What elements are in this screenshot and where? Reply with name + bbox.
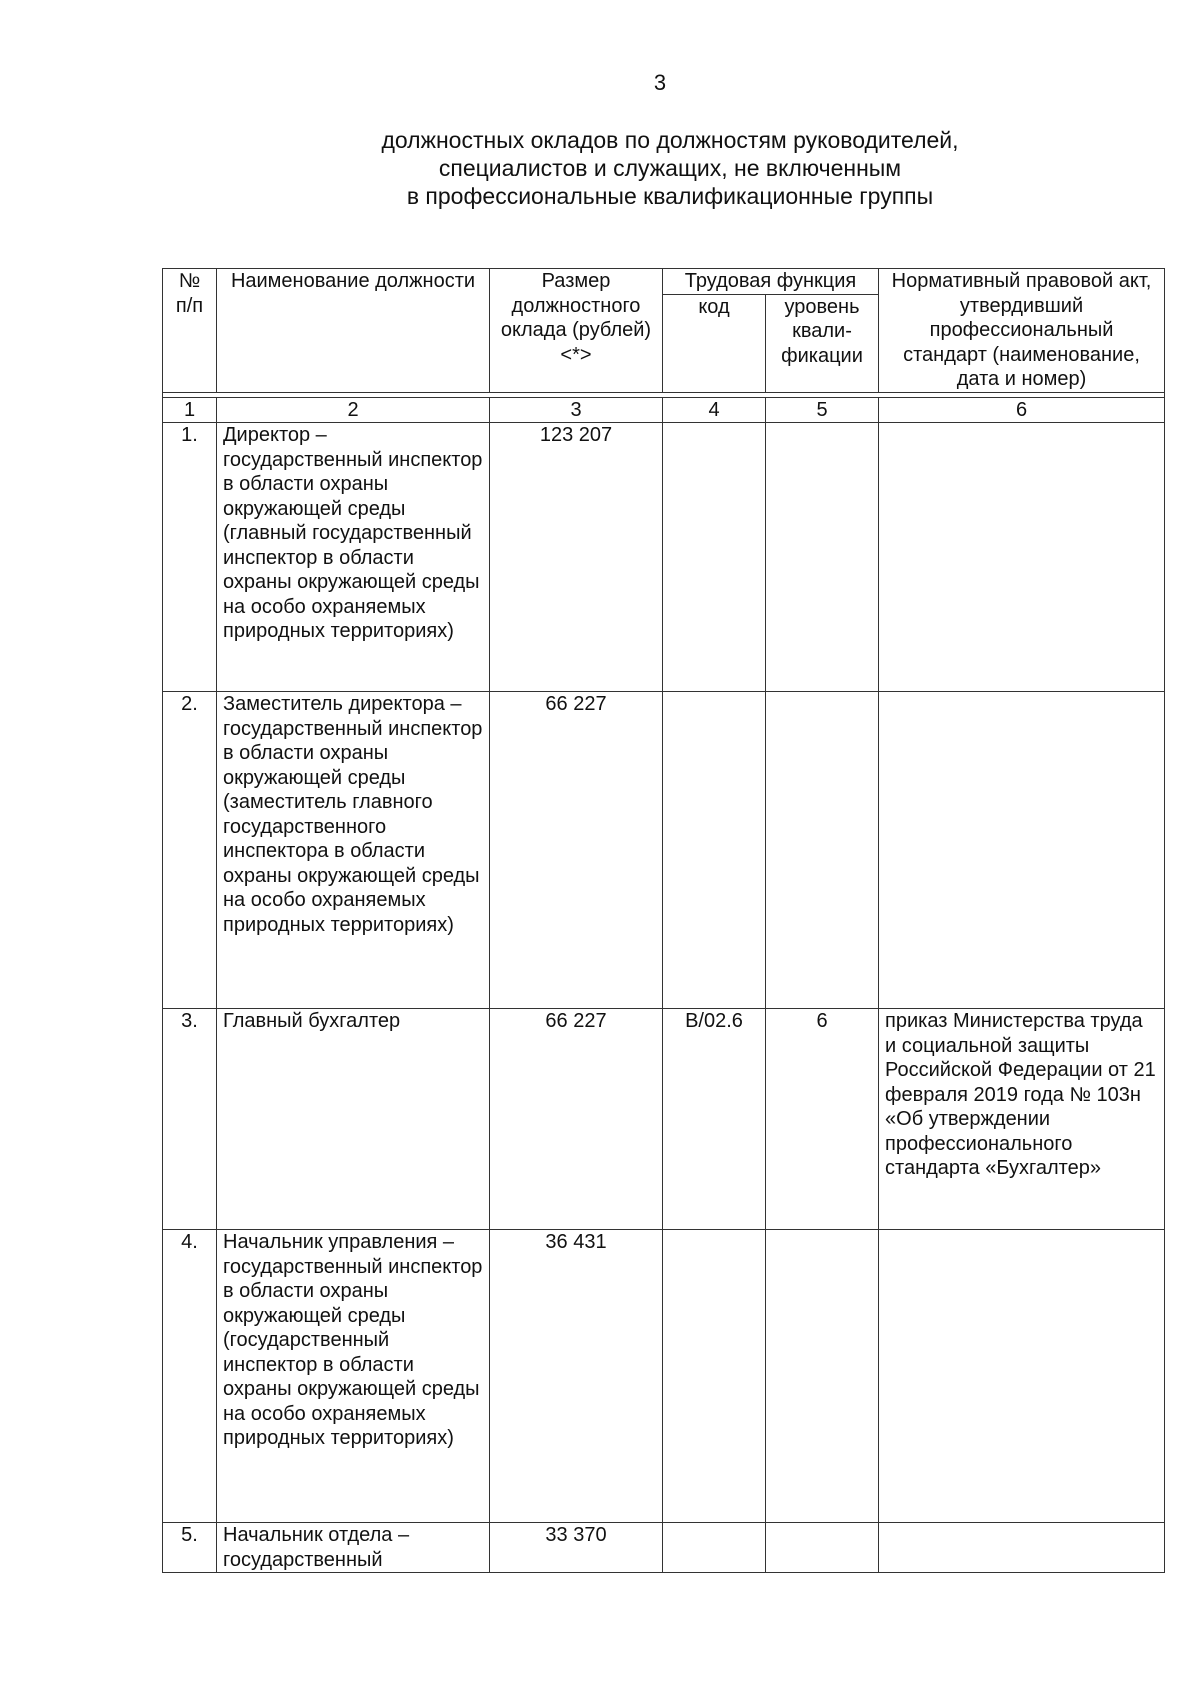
position-name: Начальник управления – государственный инспектор в области охраны окружающей среды (государственный инспектор в области охраны окружающей среды на особо охраняемых природных территориях)	[217, 1230, 490, 1523]
column-number: 6	[879, 397, 1165, 423]
function-code	[663, 1230, 766, 1523]
legal-act	[879, 1523, 1165, 1573]
title-line-2: специалистов и служащих, не включенным	[438, 155, 902, 181]
salary-amount: 123 207	[490, 423, 663, 692]
table-row	[163, 1523, 1165, 1573]
row-number: 3.	[163, 1009, 217, 1230]
title-line-3: в профессиональные квалификационные группы	[406, 183, 934, 209]
qualification-level	[766, 692, 879, 1009]
header-function: Трудовая функция	[663, 269, 879, 295]
salary-amount: 66 227	[490, 692, 663, 1009]
function-code	[663, 423, 766, 692]
function-code	[663, 692, 766, 1009]
header-code: код	[663, 294, 766, 392]
row-number: 2.	[163, 692, 217, 1009]
column-number-row	[163, 397, 1165, 423]
table-row	[163, 692, 1165, 1009]
salary-table	[162, 268, 1165, 1573]
header-row	[163, 269, 1165, 295]
header-num: № п/п	[163, 269, 217, 393]
page-number: 3	[653, 70, 667, 95]
salary-amount: 36 431	[490, 1230, 663, 1523]
position-name: Директор – государственный инспектор в области охраны окружающей среды (главный государственный инспектор в области охраны окружающей среды на особо охраняемых природных территориях)	[217, 423, 490, 692]
qualification-level	[766, 423, 879, 692]
function-code: B/02.6	[663, 1009, 766, 1230]
legal-act: приказ Министерства труда и социальной защиты Российской Федерации от 21 февраля 2019 года № 103н «Об утверждении профессионального стандарта «Бухгалтер»	[879, 1009, 1165, 1230]
salary-amount: 66 227	[490, 1009, 663, 1230]
column-number: 3	[490, 397, 663, 423]
header-name: Наименование должности	[217, 269, 490, 393]
column-number: 5	[766, 397, 879, 423]
qualification-level	[766, 1230, 879, 1523]
row-number: 4.	[163, 1230, 217, 1523]
header-level: уровень квали- фикации	[766, 294, 879, 392]
header-act: Нормативный правовой акт, утвердивший профессиональный стандарт (наименование, дата и номер)	[879, 269, 1165, 393]
legal-act	[879, 1230, 1165, 1523]
function-code	[663, 1523, 766, 1573]
header-salary: Размер должностного оклада (рублей) <*>	[490, 269, 663, 393]
column-number: 2	[217, 397, 490, 423]
position-name: Начальник отдела – государственный	[217, 1523, 490, 1573]
position-name: Главный бухгалтер	[217, 1009, 490, 1230]
legal-act	[879, 692, 1165, 1009]
column-number: 1	[163, 397, 217, 423]
legal-act	[879, 423, 1165, 692]
qualification-level	[766, 1523, 879, 1573]
title-line-1: должностных окладов по должностям руководителей,	[381, 127, 959, 153]
table-row	[163, 423, 1165, 692]
position-name: Заместитель директора – государственный инспектор в области охраны окружающей среды (заместитель главного государственного инспектора в области охраны окружающей среды на особо охраняемых природных территориях)	[217, 692, 490, 1009]
column-number: 4	[663, 397, 766, 423]
qualification-level: 6	[766, 1009, 879, 1230]
document-title	[270, 126, 1070, 210]
table-row	[163, 1009, 1165, 1230]
salary-amount: 33 370	[490, 1523, 663, 1573]
row-number: 5.	[163, 1523, 217, 1573]
row-number: 1.	[163, 423, 217, 692]
table-row	[163, 1230, 1165, 1523]
